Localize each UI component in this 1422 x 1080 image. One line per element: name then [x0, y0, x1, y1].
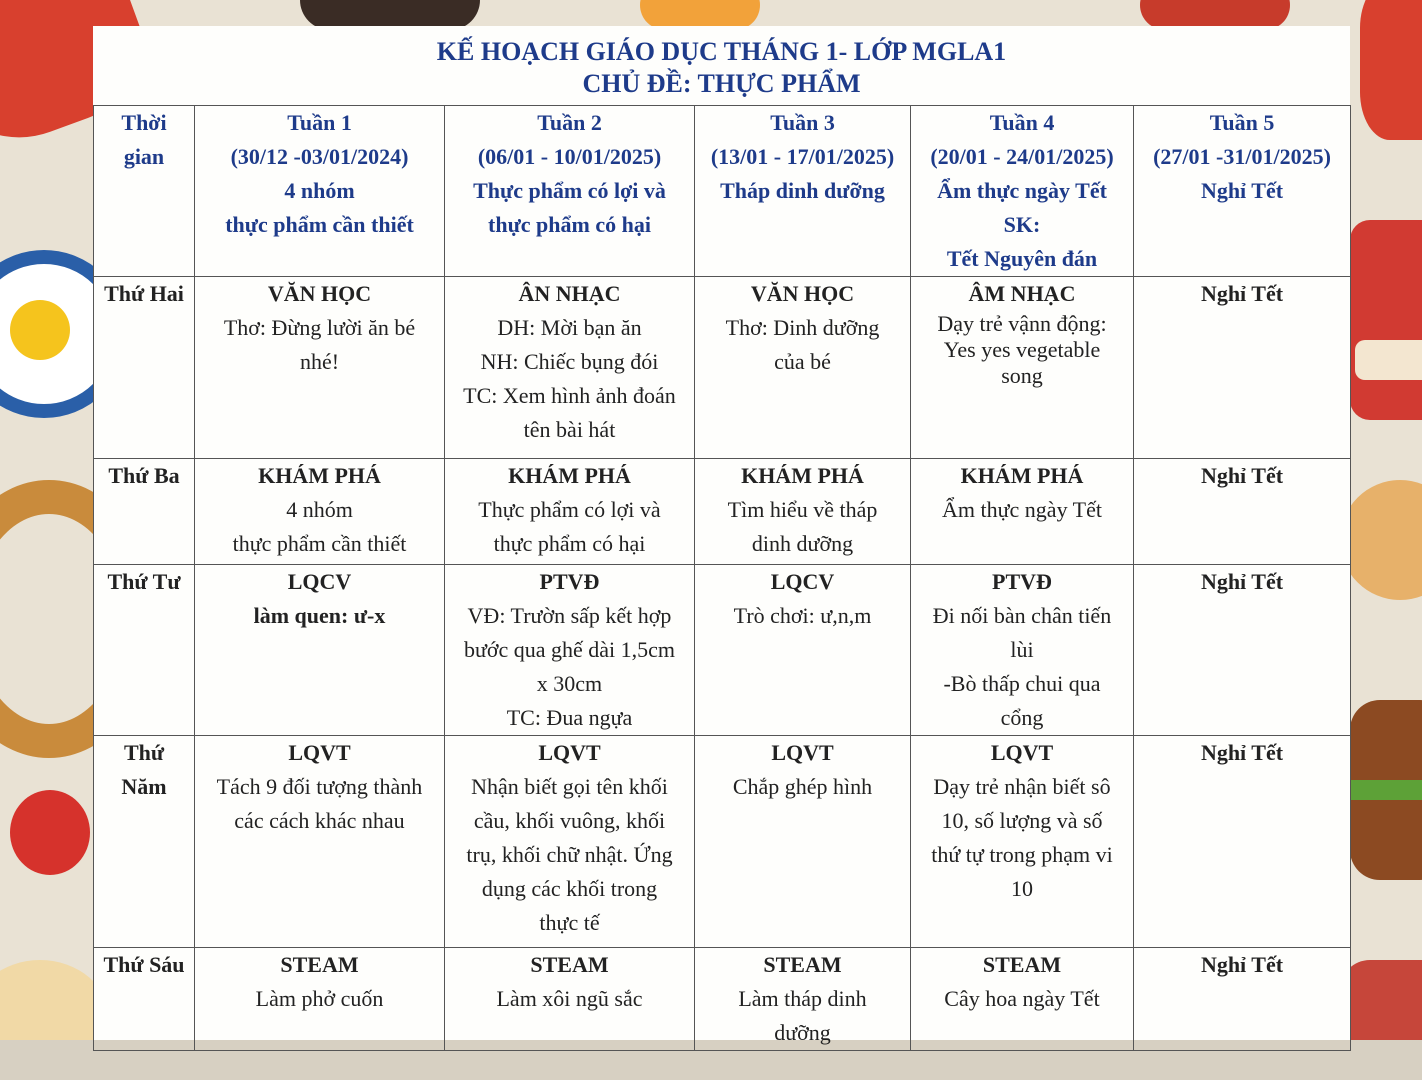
week-header-line: (20/01 - 24/01/2025): [930, 144, 1114, 169]
title-line-2: CHỦ ĐỀ: THỰC PHẨM: [582, 69, 861, 98]
activity-subject: Nghỉ Tết: [1200, 569, 1284, 594]
week-header-line: Tuần 5: [1209, 110, 1275, 135]
week-header-line: Nghỉ Tết: [1200, 178, 1284, 203]
table-row: [94, 565, 1351, 736]
activity-cell: [911, 736, 1134, 948]
activity-line: thực phẩm có hại: [493, 531, 646, 556]
activity-cell: [695, 459, 911, 565]
activity-line: trụ, khối chữ nhật. Ứng: [466, 842, 673, 867]
activity-cell: [1134, 565, 1351, 736]
activity-cell: [445, 736, 695, 948]
day-label: Thứ Hai: [104, 281, 184, 306]
activity-line: 10: [1011, 876, 1033, 901]
activity-subject: KHÁM PHÁ: [508, 463, 631, 488]
day-label: Thứ Ba: [108, 463, 180, 488]
activity-cell: [195, 948, 445, 1051]
activity-line: Dạy trẻ nhận biết sô: [933, 774, 1111, 799]
activity-cell: [911, 565, 1134, 736]
week-header-cell: [911, 106, 1134, 277]
week-header-line: Ẩm thực ngày Tết: [937, 178, 1107, 203]
activity-line: Nhận biết gọi tên khối: [471, 774, 668, 799]
week-header-line: Tháp dinh dưỡng: [720, 178, 885, 203]
table-row: [94, 277, 1351, 459]
activity-line: TC: Đua ngựa: [506, 705, 633, 730]
plan-sheet: [93, 26, 1350, 1045]
activity-cell: [1134, 948, 1351, 1051]
week-header-line: thực phẩm có hại: [488, 212, 651, 237]
activity-line: Yes yes vegetable: [943, 337, 1101, 362]
week-header-cell: [695, 106, 911, 277]
activity-cell: [695, 736, 911, 948]
activity-line: Tìm hiểu về tháp: [727, 497, 878, 522]
activity-cell: [911, 948, 1134, 1051]
activity-subject: KHÁM PHÁ: [741, 463, 864, 488]
activity-subject: Nghỉ Tết: [1200, 740, 1284, 765]
week-header-cell: [445, 106, 695, 277]
activity-cell: [195, 565, 445, 736]
activity-subject: LQVT: [771, 740, 834, 765]
activity-cell: [445, 948, 695, 1051]
activity-line: Thực phẩm có lợi và: [478, 497, 661, 522]
activity-line: -Bò thấp chui qua: [943, 671, 1101, 696]
activity-line: cổng: [1000, 705, 1044, 730]
activity-subject: LQVT: [538, 740, 601, 765]
activity-line: 4 nhóm: [286, 497, 353, 522]
activity-subject: PTVĐ: [539, 569, 600, 594]
activity-subject: STEAM: [763, 952, 842, 977]
activity-line: dinh dưỡng: [751, 531, 854, 556]
activity-cell: [195, 736, 445, 948]
week-header-line: (06/01 - 10/01/2025): [477, 144, 662, 169]
activity-line: thứ tự trong phạm vi: [931, 842, 1113, 867]
activity-line: của bé: [774, 349, 831, 374]
activity-cell: [911, 459, 1134, 565]
activity-subject: PTVĐ: [992, 569, 1052, 594]
activity-cell: [445, 565, 695, 736]
activity-subject: KHÁM PHÁ: [258, 463, 381, 488]
activity-line: thực phẩm cần thiết: [232, 531, 407, 556]
activity-subject: Nghỉ Tết: [1200, 281, 1284, 306]
activity-line: Trò chơi: ư,n,m: [733, 603, 872, 628]
activity-line: Cây hoa ngày Tết: [944, 986, 1100, 1011]
activity-cell: [695, 565, 911, 736]
week-header-cell: [195, 106, 445, 277]
activity-line: song: [1001, 363, 1043, 388]
activity-subject: ÂN NHẠC: [518, 281, 621, 306]
activity-subject: VĂN HỌC: [267, 281, 372, 306]
day-cell: [94, 565, 195, 736]
day-cell: [94, 948, 195, 1051]
activity-subject: ÂM NHẠC: [968, 281, 1076, 306]
day-label: Thứ: [123, 740, 165, 765]
activity-line: VĐ: Trườn sấp kết hợp: [467, 603, 672, 628]
activity-cell: [195, 459, 445, 565]
activity-cell: [445, 459, 695, 565]
activity-cell: [1134, 459, 1351, 565]
header-row: [94, 106, 1351, 277]
activity-line: DH: Mời bạn ăn: [497, 315, 642, 340]
activity-line: lùi: [1010, 637, 1034, 662]
activity-subject: VĂN HỌC: [750, 281, 855, 306]
activity-line: Ẩm thực ngày Tết: [942, 497, 1102, 522]
activity-line: NH: Chiếc bụng đói: [480, 349, 659, 374]
activity-line: nhé!: [299, 349, 340, 374]
table-row: [94, 948, 1351, 1051]
activity-line: x 30cm: [536, 671, 603, 696]
activity-line: Chắp ghép hình: [732, 774, 873, 799]
activity-subject: LQCV: [770, 569, 835, 594]
education-plan-table: [93, 105, 1351, 1051]
title-line-1: KẾ HOẠCH GIÁO DỤC THÁNG 1- LỚP MGLA1: [436, 37, 1007, 66]
activity-subject: LQVT: [288, 740, 351, 765]
activity-line: Làm xôi ngũ sắc: [496, 986, 643, 1011]
week-header-line: thực phẩm cần thiết: [225, 212, 414, 237]
table-row: [94, 736, 1351, 948]
day-label: Thứ Tư: [107, 569, 181, 594]
activity-line: bước qua ghế dài 1,5cm: [463, 637, 676, 662]
page-title: [93, 36, 1350, 100]
week-header-line: (13/01 - 17/01/2025): [710, 144, 895, 169]
activity-line: TC: Xem hình ảnh đoán: [463, 383, 676, 408]
activity-line: dụng các khối trong: [481, 876, 658, 901]
week-header-line: Tuần 1: [287, 110, 352, 135]
day-cell: [94, 459, 195, 565]
activity-cell: [911, 277, 1134, 459]
activity-line: Làm tháp dinh: [738, 986, 867, 1011]
day-cell: [94, 736, 195, 948]
day-label: Thứ Sáu: [103, 952, 185, 977]
activity-subject: LQVT: [990, 740, 1054, 765]
day-cell: [94, 277, 195, 459]
activity-subject: Nghỉ Tết: [1200, 463, 1284, 488]
week-header-line: Tết Nguyên đán: [946, 246, 1098, 271]
week-header-line: Tuần 2: [537, 110, 602, 135]
time-header-line: Thời: [121, 110, 167, 135]
week-header-cell: [1134, 106, 1351, 277]
activity-line: Làm phở cuốn: [255, 986, 384, 1011]
week-header-line: 4 nhóm: [284, 178, 355, 203]
activity-line: thực tế: [539, 910, 600, 935]
week-header-line: (30/12 -03/01/2024): [230, 144, 409, 169]
activity-line: 10, số lượng và số: [941, 808, 1103, 833]
activity-subject: STEAM: [530, 952, 609, 977]
activity-line: Thơ: Dinh dưỡng: [725, 315, 880, 340]
activity-line: làm quen: ư-x: [253, 603, 386, 628]
activity-cell: [195, 277, 445, 459]
activity-cell: [1134, 277, 1351, 459]
activity-line: Dạy trẻ vậnn động:: [937, 311, 1107, 336]
activity-line: Tách 9 đối tượng thành: [216, 774, 423, 799]
activity-line: Đi nối bàn chân tiến: [932, 603, 1112, 628]
week-header-line: Tuần 3: [770, 110, 835, 135]
activity-cell: [445, 277, 695, 459]
activity-subject: KHÁM PHÁ: [960, 463, 1084, 488]
activity-line: Thơ: Đừng lười ăn bé: [223, 315, 416, 340]
activity-cell: [695, 948, 911, 1051]
week-header-line: Thực phẩm có lợi và: [473, 178, 666, 203]
activity-subject: Nghỉ Tết: [1200, 952, 1284, 977]
week-header-line: SK:: [1003, 212, 1041, 237]
day-label: Năm: [121, 774, 167, 799]
activity-cell: [695, 277, 911, 459]
activity-subject: STEAM: [982, 952, 1062, 977]
activity-line: các cách khác nhau: [234, 808, 405, 833]
week-header-line: (27/01 -31/01/2025): [1153, 144, 1331, 169]
activity-line: cầu, khối vuông, khối: [473, 808, 666, 833]
week-header-line: Tuần 4: [989, 110, 1055, 135]
activity-subject: LQCV: [287, 569, 352, 594]
time-header-line: gian: [123, 144, 165, 169]
activity-subject: STEAM: [280, 952, 359, 977]
activity-cell: [1134, 736, 1351, 948]
activity-line: tên bài hát: [523, 417, 616, 442]
time-header-cell: [94, 106, 195, 277]
table-row: [94, 459, 1351, 565]
activity-line: dưỡng: [774, 1020, 831, 1045]
